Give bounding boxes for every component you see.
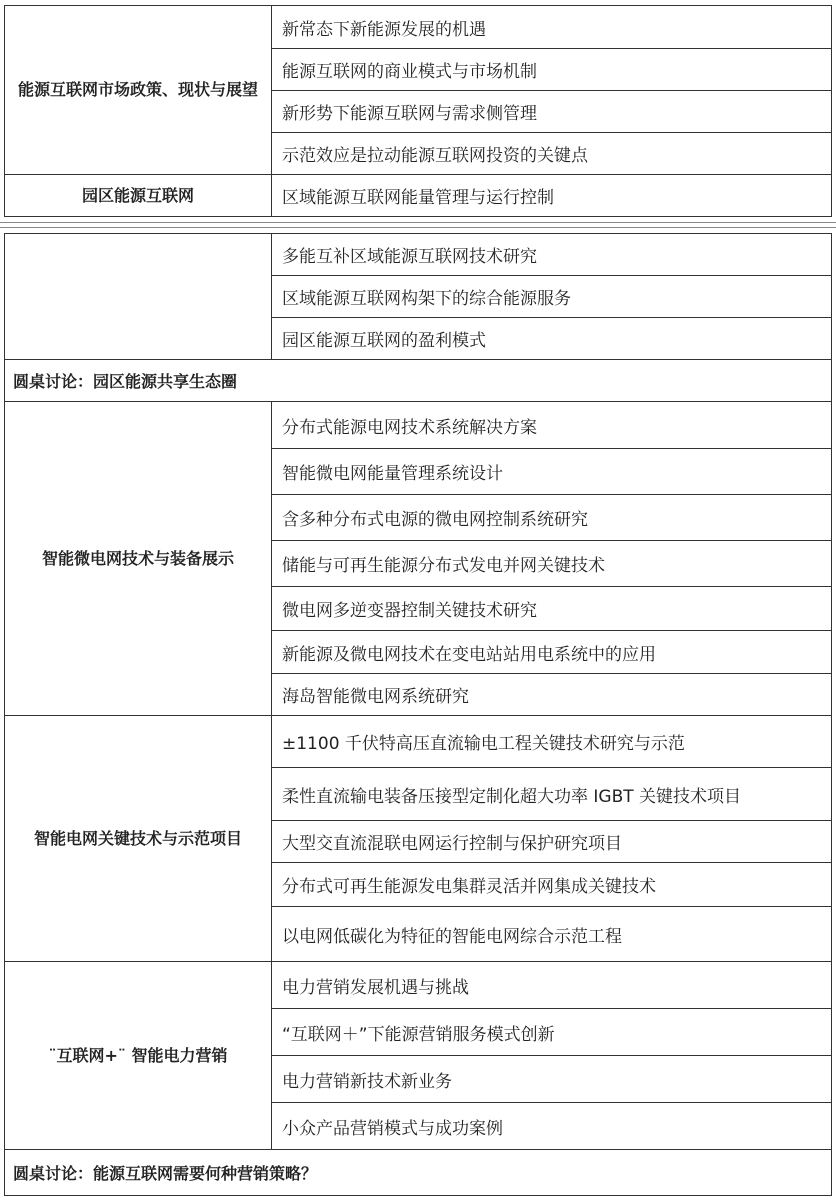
agenda-item: 大型交直流混联电网运行控制与保护研究项目: [272, 821, 832, 863]
agenda-item: 柔性直流输电装备压接型定制化超大功率 IGBT 关键技术项目: [272, 768, 832, 821]
agenda-table-part2: [4, 233, 832, 1196]
topic-park-energy-internet-continued: [5, 234, 272, 360]
agenda-item: 园区能源互联网的盈利模式: [272, 318, 832, 360]
topic-internet-plus-marketing: ¨互联网+¨ 智能电力营销: [5, 962, 272, 1150]
agenda-table-part1: [4, 5, 832, 217]
agenda-item: “互联网＋”下能源营销服务模式创新: [272, 1009, 832, 1056]
agenda-item: 区域能源互联网能量管理与运行控制: [272, 175, 832, 217]
agenda-item: 海岛智能微电网系统研究: [272, 674, 832, 716]
agenda-item: 含多种分布式电源的微电网控制系统研究: [272, 495, 832, 541]
agenda-item: 分布式能源电网技术系统解决方案: [272, 402, 832, 449]
agenda-item: 多能互补区域能源互联网技术研究: [272, 234, 832, 276]
agenda-item: 以电网低碳化为特征的智能电网综合示范工程: [272, 907, 832, 962]
agenda-item: 智能微电网能量管理系统设计: [272, 449, 832, 495]
agenda-item: 能源互联网的商业模式与市场机制: [272, 49, 832, 91]
agenda-item: 小众产品营销模式与成功案例: [272, 1103, 832, 1150]
topic-smart-microgrid: 智能微电网技术与装备展示: [5, 402, 272, 716]
agenda-item: 区域能源互联网构架下的综合能源服务: [272, 276, 832, 318]
page-break-separator: [0, 219, 836, 232]
agenda-item: ±1100 千伏特高压直流输电工程关键技术研究与示范: [272, 716, 832, 768]
topic-smart-grid-key-tech: 智能电网关键技术与示范项目: [5, 716, 272, 962]
roundtable-marketing-strategy: 圆桌讨论：能源互联网需要何种营销策略？: [5, 1150, 832, 1196]
agenda-item: 示范效应是拉动能源互联网投资的关键点: [272, 133, 832, 175]
agenda-item: 新常态下新能源发展的机遇: [272, 6, 832, 49]
topic-park-energy-internet: 园区能源互联网: [5, 175, 272, 217]
roundtable-park-energy: 圆桌讨论：园区能源共享生态圈: [5, 360, 832, 402]
agenda-item: 微电网多逆变器控制关键技术研究: [272, 587, 832, 631]
agenda-item: 分布式可再生能源发电集群灵活并网集成关键技术: [272, 863, 832, 907]
agenda-item: 电力营销新技术新业务: [272, 1056, 832, 1103]
agenda-item: 新形势下能源互联网与需求侧管理: [272, 91, 832, 133]
agenda-item: 新能源及微电网技术在变电站站用电系统中的应用: [272, 631, 832, 674]
agenda-item: 储能与可再生能源分布式发电并网关键技术: [272, 541, 832, 587]
agenda-item: 电力营销发展机遇与挑战: [272, 962, 832, 1009]
topic-energy-internet-policy: 能源互联网市场政策、现状与展望: [5, 6, 272, 175]
